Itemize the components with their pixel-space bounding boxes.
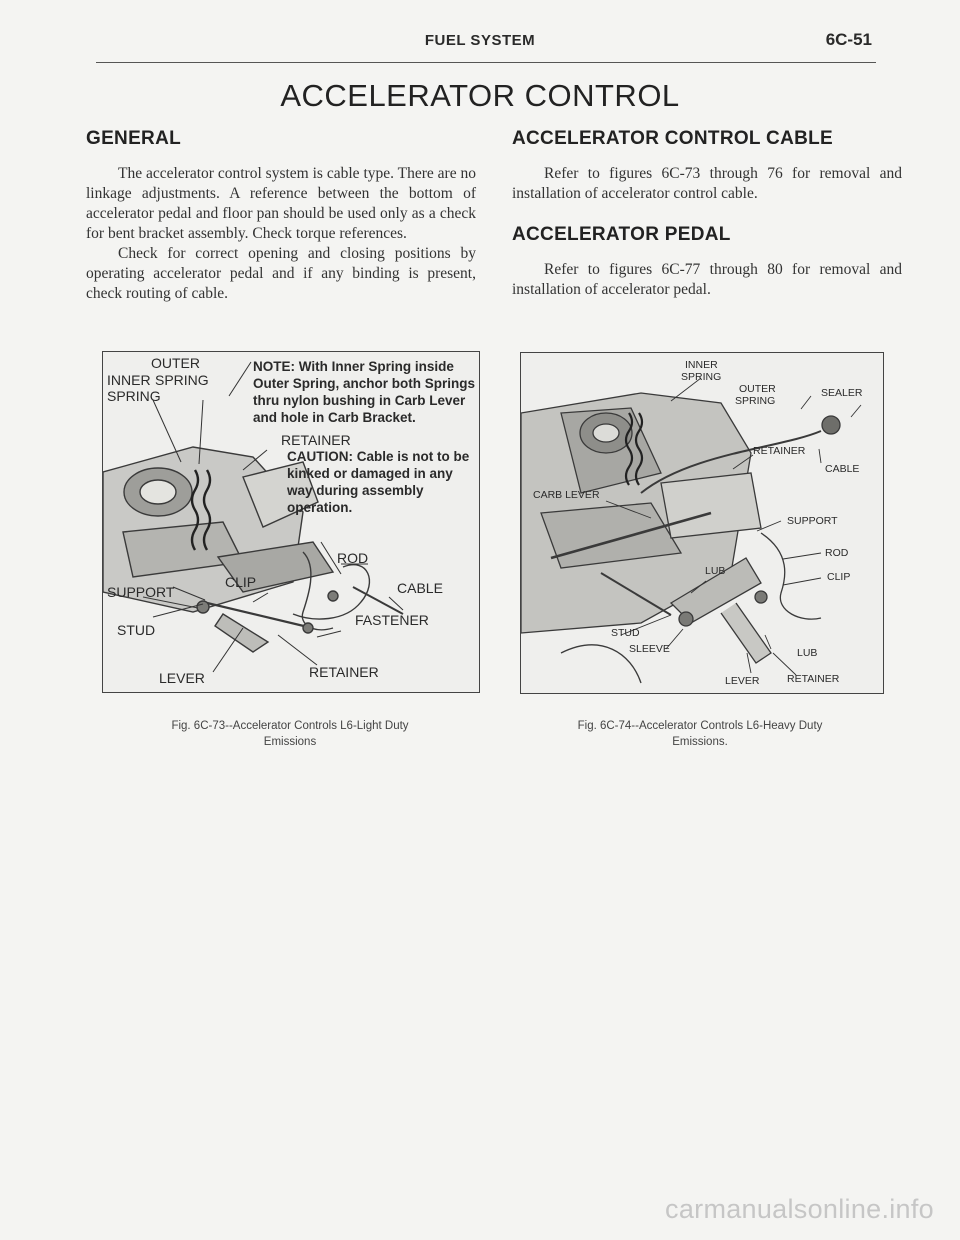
caption-line: Fig. 6C-74--Accelerator Controls L6-Heavy Duty (577, 720, 823, 732)
left-column (86, 128, 476, 304)
section-heading-general: GENERAL (86, 128, 181, 149)
caption-line: Emissions. (672, 736, 728, 748)
caption-line: Fig. 6C-73--Accelerator Controls L6-Light Duty (171, 720, 409, 732)
figure-6c-74-caption (540, 718, 860, 750)
label-lub-bottom: LUB (797, 647, 818, 659)
running-header-title: FUEL SYSTEM (424, 32, 536, 49)
paragraph-control-cable: Refer to figures 6C-73 through 76 for removal and installation of accelerator control cable. (512, 165, 902, 202)
label-carb-lever: CARB LEVER (533, 489, 600, 501)
label-rod: ROD (825, 547, 849, 559)
label-lever: LEVER (159, 670, 205, 686)
header-rule (96, 62, 876, 63)
label-text: SPRING (155, 372, 209, 388)
label-outer-spring-2: SPRING (735, 395, 776, 407)
label-stud: STUD (117, 622, 156, 638)
figure-6c-73-caption (130, 718, 450, 750)
label-retainer-top: RETAINER (753, 445, 806, 457)
label-clip: CLIP (225, 574, 257, 590)
label-rod: ROD (337, 550, 369, 566)
paragraph-general-2: Check for correct opening and closing positions by operating accelerator pedal and if any binding is present, check routing of cable. (86, 245, 476, 302)
label-text: OUTER (151, 355, 200, 371)
figure-6c-73 (102, 351, 480, 693)
label-clip: CLIP (827, 571, 851, 583)
page-title: ACCELERATOR CONTROL (280, 78, 680, 113)
label-inner-spring (107, 372, 151, 388)
figure-6c-74 (520, 352, 884, 694)
label-lub-top: LUB (705, 565, 726, 577)
label-cable: CABLE (397, 580, 443, 596)
watermark: carmanualsonline.info (665, 1194, 934, 1224)
paragraph-pedal: Refer to figures 6C-77 through 80 for removal and installation of accelerator pedal. (512, 261, 902, 298)
label-lever: LEVER (725, 675, 760, 687)
right-column (512, 128, 902, 300)
label-retainer-bottom: RETAINER (787, 673, 840, 685)
label-retainer-top: RETAINER (281, 432, 351, 448)
figure-note: NOTE: With Inner Spring inside Outer Spring, anchor both Springs thru nylon bushing in Carb Lever and hole in Carb Bracket. (253, 359, 476, 425)
label-outer-spring: OUTER (739, 383, 776, 395)
page-number: 6C-51 (825, 30, 872, 49)
caption-line: Emissions (263, 736, 317, 748)
label-fastener: FASTENER (355, 612, 429, 628)
label-support: SUPPORT (787, 515, 838, 527)
figure-caution: CAUTION: Cable is not to be kinked or damaged in any way during assembly operation. (287, 449, 470, 515)
label-inner-spring-2: SPRING (681, 371, 722, 383)
label-sealer: SEALER (821, 387, 863, 399)
label-inner-spring-2 (107, 388, 161, 404)
section-heading-control-cable: ACCELERATOR CONTROL CABLE (512, 128, 833, 149)
label-retainer-bottom: RETAINER (309, 664, 379, 680)
label-stud: STUD (611, 627, 640, 639)
label-outer-spring (151, 355, 200, 371)
label-cable: CABLE (825, 463, 860, 475)
label-support: SUPPORT (107, 584, 175, 600)
label-text: INNER (107, 372, 151, 388)
label-inner-spring: INNER (685, 359, 718, 371)
paragraph-general-1: The accelerator control system is cable type. There are no linkage adjustments. A reference between the bottom of accelerator pedal and floor pan should be used only as a check for bent bracket assembly. Check torque references. (86, 165, 476, 242)
label-text: SPRING (107, 388, 161, 404)
section-heading-pedal: ACCELERATOR PEDAL (512, 224, 731, 245)
label-sleeve: SLEEVE (629, 643, 670, 655)
label-outer-spring-2 (155, 372, 209, 388)
